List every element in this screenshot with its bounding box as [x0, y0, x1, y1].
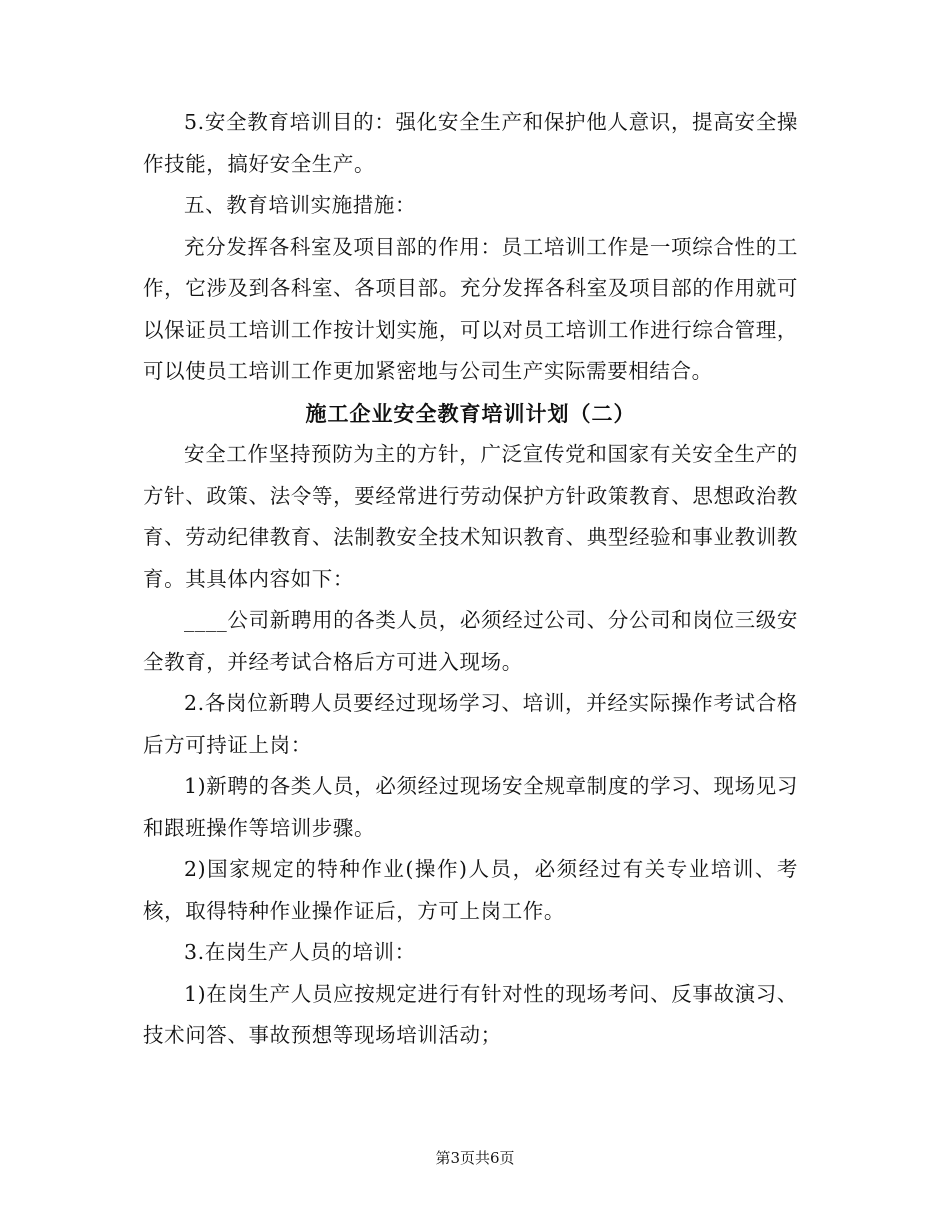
paragraph-safety-policy: 安全工作坚持预防为主的方针，广泛宣传党和国家有关安全生产的方针、政策、法令等，要经常进行劳动保护方针政策教育、思想政治教育、劳动纪律教育、法制教安全技术知识教育、典型经验和事业教训教育。其具体内容如下：	[143, 442, 798, 591]
paragraph-item-2-1: 1)新聘的各类人员，必须经过现场安全规章制度的学习、现场见习和跟班操作等培训步骤。	[143, 774, 798, 840]
paragraph-item-3: 3.在岗生产人员的培训：	[184, 940, 416, 964]
paragraph-section-five-heading: 五、教育培训实施措施：	[184, 193, 417, 217]
page-number-footer: 第3页共6页	[435, 1149, 515, 1167]
paragraph-item-2: 2.各岗位新聘人员要经过现场学习、培训，并经实际操作考试合格后方可持证上岗：	[143, 691, 798, 757]
paragraph-training-purpose: 5.安全教育培训目的：强化安全生产和保护他人意识，提高安全操作技能，搞好安全生产。	[143, 110, 798, 176]
document-body	[143, 102, 798, 1057]
paragraph-item-2-2: 2)国家规定的特种作业(操作)人员，必须经过有关专业培训、考核，取得特种作业操作证后，方可上岗工作。	[143, 857, 798, 923]
paragraph-new-hires-three-level: ____公司新聘用的各类人员，必须经过公司、分公司和岗位三级安全教育，并经考试合格后方可进入现场。	[143, 608, 798, 674]
section-title: 施工企业安全教育培训计划（二）	[305, 400, 636, 426]
paragraph-item-3-1: 1)在岗生产人员应按规定进行有针对性的现场考问、反事故演习、技术问答、事故预想等现场培训活动；	[143, 981, 798, 1047]
paragraph-departments-role: 充分发挥各科室及项目部的作用：员工培训工作是一项综合性的工作，它涉及到各科室、各项目部。充分发挥各科室及项目部的作用就可以保证员工培训工作按计划实施，可以对员工培训工作进行综合管理，可以使员工培训工作更加紧密地与公司生产实际需要相结合。	[143, 234, 798, 383]
